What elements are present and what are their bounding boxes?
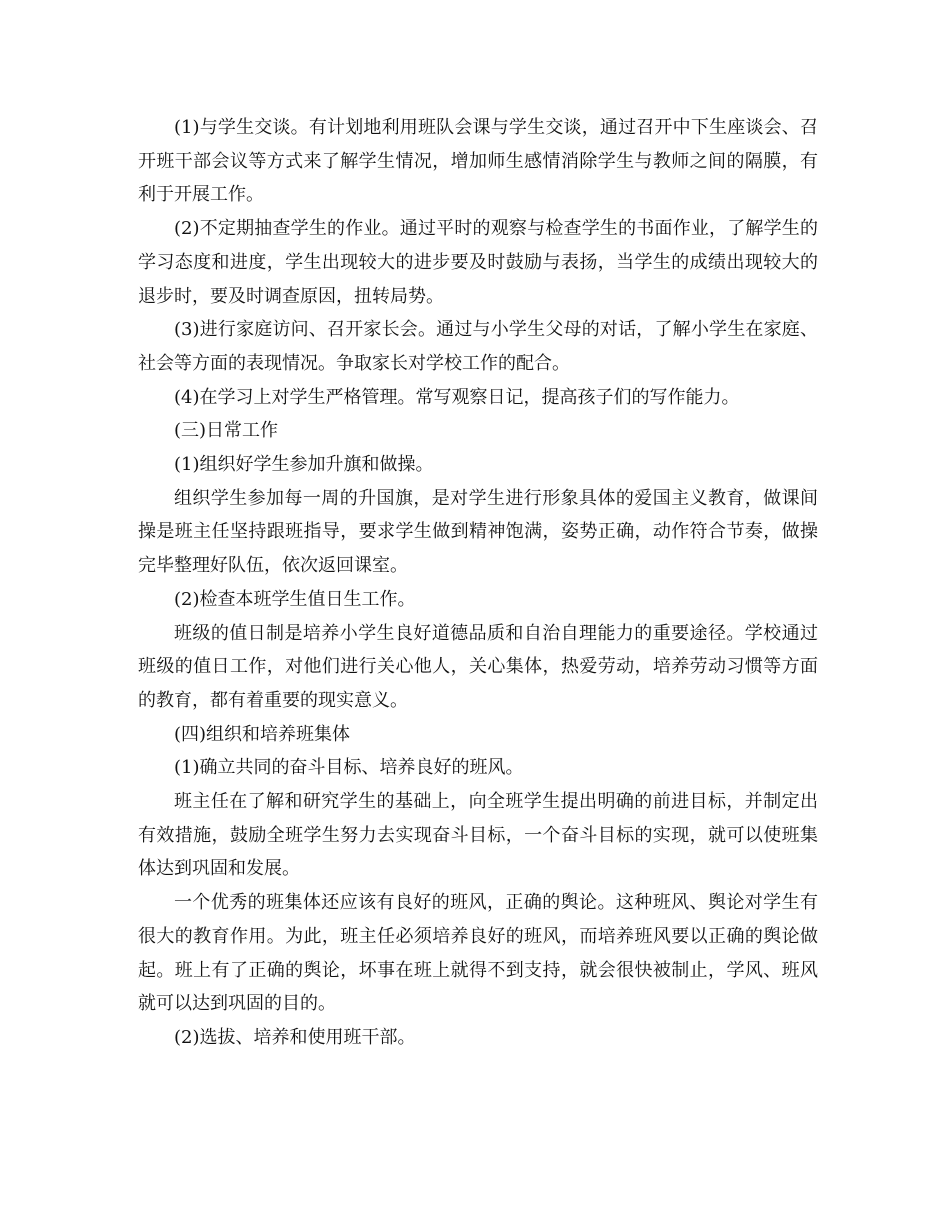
paragraph: 一个优秀的班集体还应该有良好的班风，正确的舆论。这种班风、舆论对学生有很大的教育作用。为此，班主任必须培养良好的班风，而培养班风要以正确的舆论做起。班上有了正确的舆论，坏事在班上就得不到支持，就会很快被制止，学风、班风就可以达到巩固的目的。 <box>138 892 818 1015</box>
section-heading: (三)日常工作 <box>174 420 279 442</box>
paragraph: (4)在学习上对学生严格管理。常写观察日记，提高孩子们的写作能力。 <box>174 386 740 408</box>
paragraph: (2)检查本班学生值日生工作。 <box>174 588 416 610</box>
paragraph: (1)组织好学生参加升旗和做操。 <box>174 454 434 476</box>
paragraph: (1)确立共同的奋斗目标、培养良好的班风。 <box>174 757 524 779</box>
paragraph: (3)进行家庭访问、召开家长会。通过与小学生父母的对话，了解小学生在家庭、社会等方面的表现情况。争取家长对学校工作的配合。 <box>138 319 818 374</box>
paragraph: 班主任在了解和研究学生的基础上，向全班学生提出明确的前进目标，并制定出有效措施，鼓励全班学生努力去实现奋斗目标，一个奋斗目标的实现，就可以使班集体达到巩固和发展。 <box>138 791 818 880</box>
paragraph: 组织学生参加每一周的升国旗，是对学生进行形象具体的爱国主义教育，做课间操是班主任坚持跟班指导，要求学生做到精神饱满，姿势正确，动作符合节奏，做操完毕整理好队伍，依次返回课室。 <box>138 487 818 577</box>
paragraph: 班级的值日制是培养小学生良好道德品质和自治自理能力的重要途径。学校通过班级的值日工作，对他们进行关心他人，关心集体，热爱劳动，培养劳动习惯等方面的教育，都有着重要的现实意义。 <box>138 622 818 711</box>
paragraph: (2)选拔、培养和使用班干部。 <box>174 1026 416 1048</box>
paragraph: (2)不定期抽查学生的作业。通过平时的观察与检查学生的书面作业，了解学生的学习态度和进度，学生出现较大的进步要及时鼓励与表扬，当学生的成绩出现较大的退步时，要及时调查原因，扭转局势。 <box>138 218 818 307</box>
paragraph: (1)与学生交谈。有计划地利用班队会课与学生交谈，通过召开中下生座谈会、召开班干部会议等方式来了解学生情况，增加师生感情消除学生与教师之间的隔膜，有利于开展工作。 <box>138 117 818 206</box>
section-heading: (四)组织和培养班集体 <box>174 723 351 745</box>
document-body <box>138 111 818 1055</box>
